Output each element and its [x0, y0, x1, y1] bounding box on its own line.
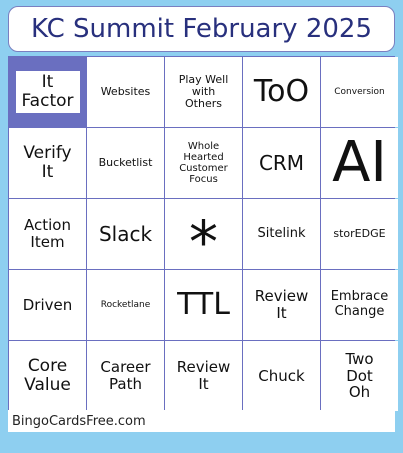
bingo-cell[interactable]: Two Dot Oh: [321, 341, 398, 411]
bingo-cell[interactable]: Verify It: [9, 128, 86, 198]
bingo-cell[interactable]: TTL: [165, 270, 242, 340]
bingo-cell[interactable]: Whole Hearted Customer Focus: [165, 128, 242, 198]
bingo-cell[interactable]: CRM: [243, 128, 320, 198]
bingo-cell[interactable]: Slack: [87, 199, 164, 269]
bingo-cell[interactable]: Career Path: [87, 341, 164, 411]
bingo-cell[interactable]: Rocketlane: [87, 270, 164, 340]
bingo-cell[interactable]: Driven: [9, 270, 86, 340]
bingo-cell[interactable]: AI: [321, 128, 398, 198]
bingo-cell[interactable]: Embrace Change: [321, 270, 398, 340]
card-title: KC Summit February 2025: [30, 14, 372, 44]
bingo-cell[interactable]: Review It: [243, 270, 320, 340]
bingo-cell[interactable]: Review It: [165, 341, 242, 411]
bingo-cell[interactable]: Action Item: [9, 199, 86, 269]
footer-site-link[interactable]: BingoCardsFree.com: [12, 413, 146, 429]
bingo-cell[interactable]: Bucketlist: [87, 128, 164, 198]
title-box: [8, 6, 395, 52]
free-space-star-icon[interactable]: *: [165, 199, 242, 269]
bingo-cell[interactable]: storEDGE: [321, 199, 398, 269]
bingo-cell[interactable]: Core Value: [9, 341, 86, 411]
bingo-cell[interactable]: Play Well with Others: [165, 57, 242, 127]
bingo-cell[interactable]: ToO: [243, 57, 320, 127]
bingo-cell[interactable]: Websites: [87, 57, 164, 127]
bingo-cell[interactable]: It Factor: [16, 71, 80, 113]
bingo-cell[interactable]: Conversion: [321, 57, 398, 127]
bingo-card: [8, 6, 395, 430]
footer: [8, 410, 395, 432]
bingo-cell[interactable]: Chuck: [243, 341, 320, 411]
bingo-grid: [8, 56, 395, 410]
bingo-cell[interactable]: Sitelink: [243, 199, 320, 269]
